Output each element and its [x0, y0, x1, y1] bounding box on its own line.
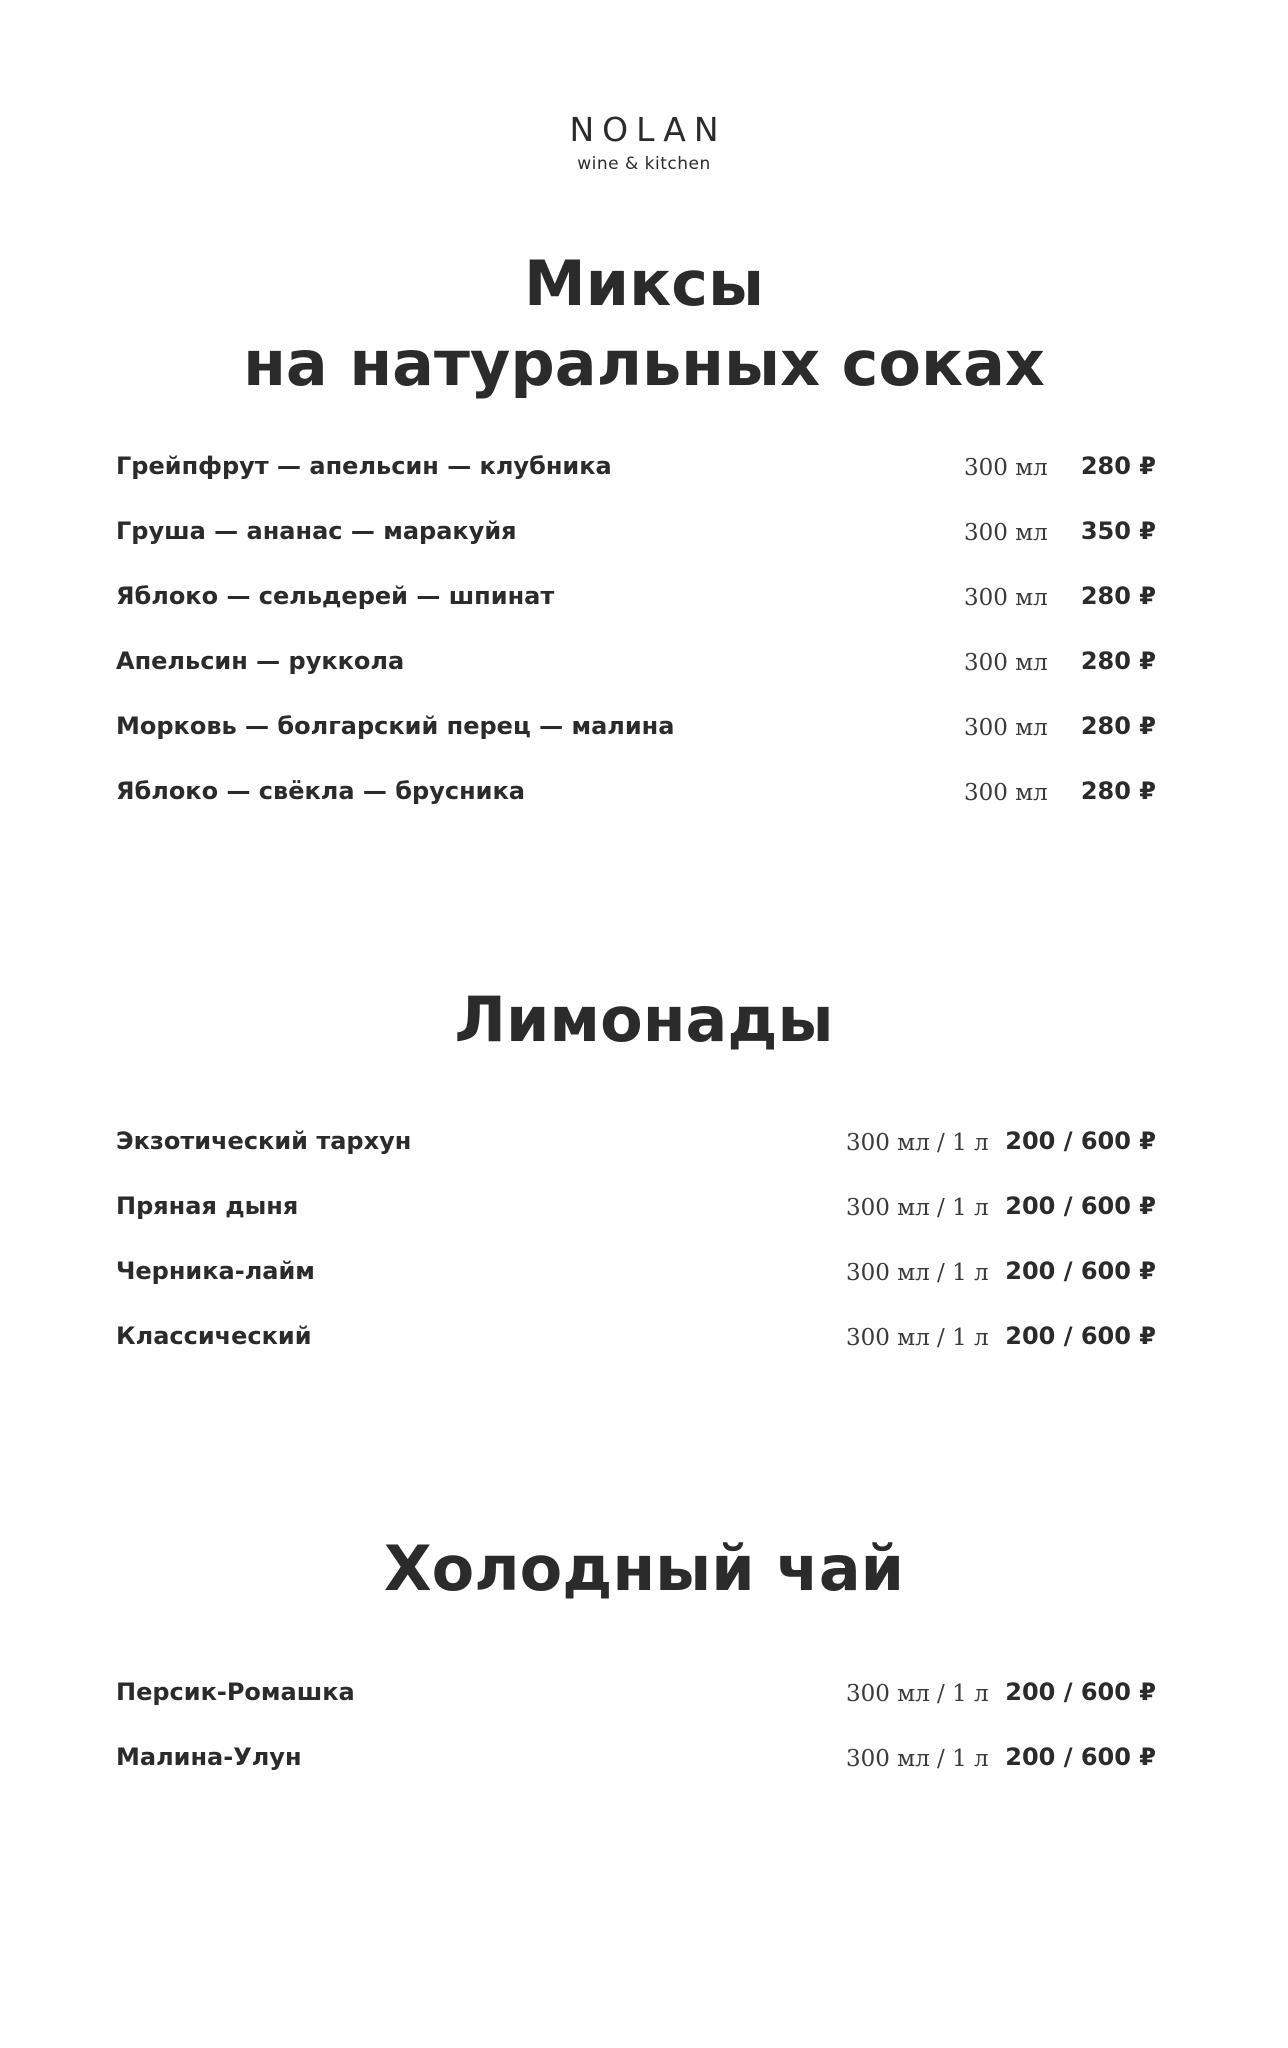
menu-item: [116, 1316, 1156, 1356]
item-price: 200 / 600 ₽: [1005, 1127, 1156, 1155]
item-name: Малина-Улун: [116, 1743, 302, 1771]
item-name: Классический: [116, 1322, 312, 1350]
item-name: Яблоко — сельдерей — шпинат: [116, 582, 555, 610]
menu-item: [116, 446, 1156, 486]
menu-item: [116, 511, 1156, 551]
logo-name: NOLAN: [569, 110, 727, 149]
item-name: Морковь — болгарский перец — малина: [116, 712, 675, 740]
item-price: 200 / 600 ₽: [1005, 1678, 1156, 1706]
item-price: 280 ₽: [1080, 712, 1156, 740]
item-name: Яблоко — свёкла — брусника: [116, 777, 525, 805]
item-name: Грейпфрут — апельсин — клубника: [116, 452, 612, 480]
item-name: Пряная дыня: [116, 1192, 299, 1220]
logo-subtitle: wine & kitchen: [577, 154, 711, 174]
item-price: 280 ₽: [1080, 582, 1156, 610]
item-name: Экзотический тархун: [116, 1127, 412, 1155]
section-title-line: Холодный чай: [383, 1532, 905, 1605]
item-name: Груша — ананас — маракуйя: [116, 517, 517, 545]
menu-item: [116, 771, 1156, 811]
section-title-line: на натуральных соках: [243, 327, 1045, 400]
item-name: Апельсин — руккола: [116, 647, 405, 675]
menu-item: [116, 641, 1156, 681]
item-name: Черника-лайм: [116, 1257, 315, 1285]
item-price: 280 ₽: [1080, 777, 1156, 805]
item-volume: 300 мл: [964, 715, 1048, 741]
menu-item: [116, 1737, 1156, 1777]
item-volume: 300 мл / 1 л: [846, 1325, 989, 1351]
section-title-lemonades: [0, 980, 1288, 1060]
item-volume: 300 мл / 1 л: [846, 1195, 989, 1221]
item-price: 200 / 600 ₽: [1005, 1257, 1156, 1285]
menu-item: [116, 706, 1156, 746]
item-price: 350 ₽: [1080, 517, 1156, 545]
item-price: 200 / 600 ₽: [1005, 1192, 1156, 1220]
item-name: Персик-Ромашка: [116, 1678, 355, 1706]
menu-item: [116, 1121, 1156, 1161]
item-volume: 300 мл: [964, 650, 1048, 676]
item-volume: 300 мл: [964, 520, 1048, 546]
menu-item: [116, 1672, 1156, 1712]
item-price: 280 ₽: [1080, 647, 1156, 675]
section-title-mixes: [0, 244, 1288, 404]
section-title-line: Миксы: [523, 247, 765, 320]
item-volume: 300 мл: [964, 780, 1048, 806]
item-price: 200 / 600 ₽: [1005, 1322, 1156, 1350]
menu-item: [116, 1186, 1156, 1226]
item-volume: 300 мл / 1 л: [846, 1746, 989, 1772]
menu-item: [116, 576, 1156, 616]
item-volume: 300 мл: [964, 455, 1048, 481]
item-volume: 300 мл / 1 л: [846, 1260, 989, 1286]
item-price: 200 / 600 ₽: [1005, 1743, 1156, 1771]
menu-item: [116, 1251, 1156, 1291]
restaurant-logo: [0, 110, 1288, 176]
item-volume: 300 мл / 1 л: [846, 1681, 989, 1707]
item-volume: 300 мл: [964, 585, 1048, 611]
section-title-line: Лимонады: [454, 983, 834, 1056]
item-volume: 300 мл / 1 л: [846, 1130, 989, 1156]
item-price: 280 ₽: [1080, 452, 1156, 480]
section-title-iced-tea: [0, 1529, 1288, 1609]
